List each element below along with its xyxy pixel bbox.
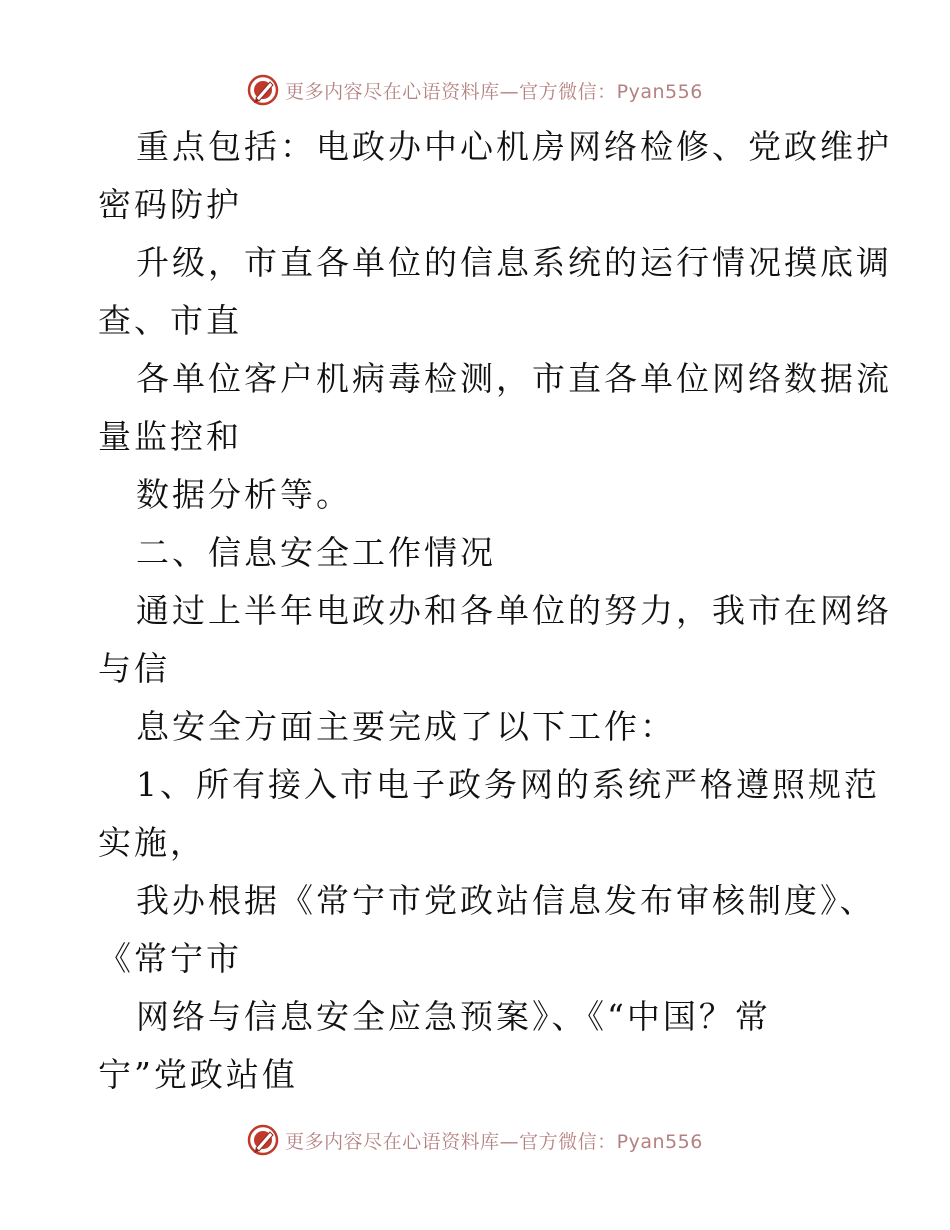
document-body	[98, 118, 892, 1104]
paragraph-line: 网络与信息安全应急预案》、《“中国？常	[136, 997, 771, 1036]
pen-logo-icon	[247, 1124, 279, 1156]
paragraph-line: 息安全方面主要完成了以下工作：	[136, 707, 676, 746]
paragraph-line: 密码防护	[98, 185, 242, 224]
pen-logo-icon	[247, 74, 279, 106]
paragraph-line: 查、市直	[98, 301, 242, 340]
header-watermark	[0, 70, 950, 110]
paragraph-line: 与信	[98, 649, 170, 688]
paragraph-line: 《常宁市	[98, 939, 242, 978]
paragraph-line: 重点包括：电政办中心机房网络检修、党政维护	[136, 127, 892, 166]
paragraph-line: 量监控和	[98, 417, 242, 456]
paragraph-line: 宁”党政站值	[98, 1055, 298, 1094]
paragraph-line: 通过上半年电政办和各单位的努力，我市在网络	[136, 591, 892, 630]
watermark-text: 更多内容尽在心语资料库—官方微信：Pyan556	[285, 80, 703, 103]
paragraph-line: 实施，	[98, 823, 206, 862]
watermark-text: 更多内容尽在心语资料库—官方微信：Pyan556	[285, 1130, 703, 1153]
paragraph-line: 数据分析等。	[136, 475, 352, 514]
paragraph-line: 各单位客户机病毒检测，市直各单位网络数据流	[136, 359, 892, 398]
paragraph-line: 我办根据《常宁市党政站信息发布审核制度》、	[136, 881, 876, 920]
paragraph-line: 升级，市直各单位的信息系统的运行情况摸底调	[136, 243, 892, 282]
footer-watermark	[0, 1120, 950, 1160]
list-item-line: 1、所有接入市电子政务网的系统严格遵照规范	[136, 765, 880, 804]
section-heading: 二、信息安全工作情况	[136, 533, 496, 572]
